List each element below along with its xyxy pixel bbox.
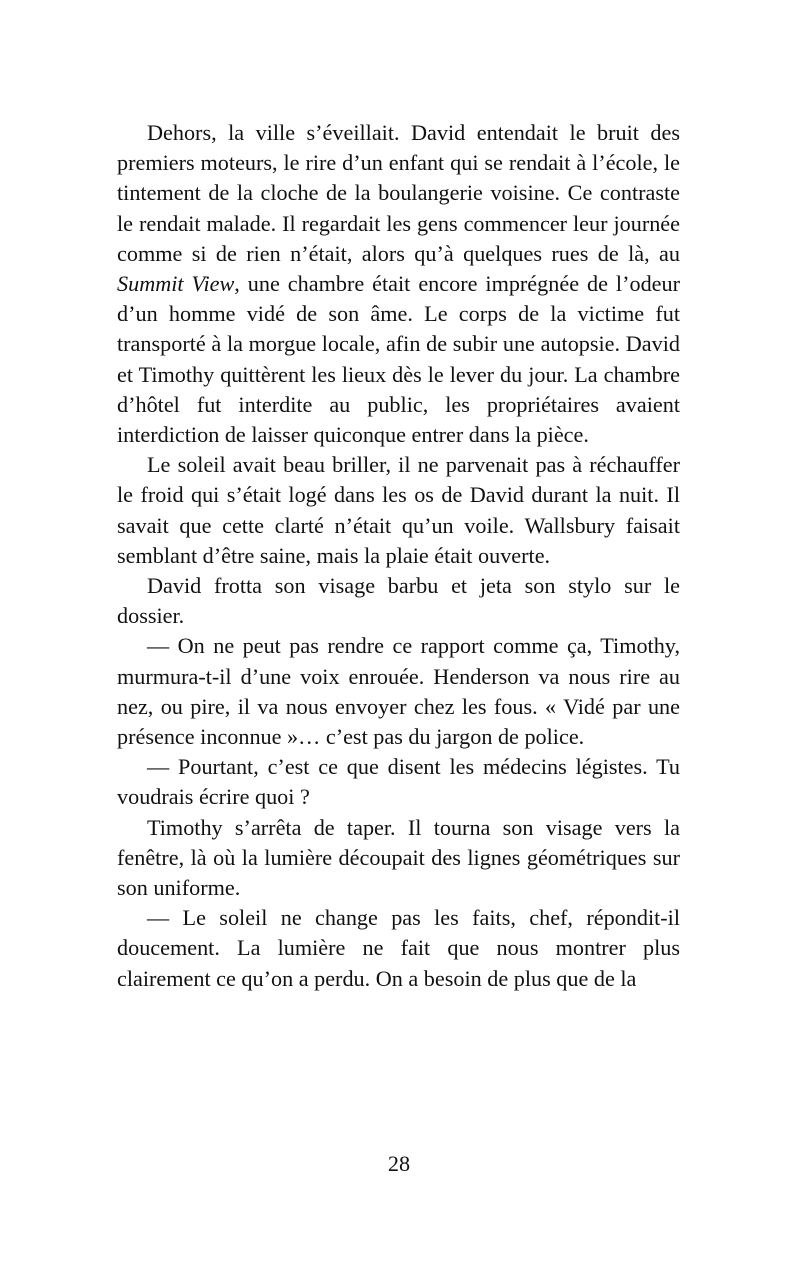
dialogue-paragraph: — On ne peut pas rendre ce rapport comme ça, Timothy, murmura-t-il d’une voix enrouée. Henderson va nous rire au nez, ou pire, il va nous envoyer chez les fous. « Vidé par une présence inconnue »… c’est pas du jargon de police.: [117, 633, 680, 750]
dialogue-paragraph: — Pourtant, c’est ce que disent les médecins légistes. Tu voudrais écrire quoi ?: [117, 754, 680, 810]
hotel-name-italic: Summit View: [117, 271, 235, 297]
paragraph-text: , une chambre était encore imprégnée de l’odeur d’un homme vidé de son âme. Le corps de la victime fut transporté à la morgue locale, afin de subir une autopsie. David et Timothy quittèrent les lieux dès le lever du jour. La chambre d’hôtel fut interdite au public, les propriétaires avaient interdiction de laisser quiconque entrer dans la pièce.: [117, 271, 681, 448]
paragraph: David frotta son visage barbu et jeta son stylo sur le dossier.: [117, 573, 680, 629]
page-number: 28: [387, 1151, 411, 1176]
paragraph: [117, 118, 680, 450]
dialogue-paragraph: — Le soleil ne change pas les faits, chef, répondit-il doucement. La lumière ne fait que nous montrer plus clairement ce qu’on a perdu. On a besoin de plus que de la: [117, 905, 680, 991]
paragraph: Timothy s’arrêta de taper. Il tourna son visage vers la fenêtre, là où la lumière découpait des lignes géométriques sur son uniforme.: [117, 814, 680, 901]
body-text: [117, 118, 680, 994]
paragraph: Le soleil avait beau briller, il ne parvenait pas à réchauffer le froid qui s’était logé dans les os de David durant la nuit. Il savait que cette clarté n’était qu’un voile. Wallsbury faisait semblant d’être saine, mais la plaie était ouverte.: [117, 452, 680, 568]
paragraph-text: Dehors, la ville s’éveillait. David entendait le bruit des premiers moteurs, le rire d’un enfant qui se rendait à l’école, le tintement de la cloche de la boulangerie voisine. Ce contraste le rendait malade. Il regardait les gens commencer leur journée comme si de rien n’était, alors qu’à quelques rues de là, au: [117, 120, 680, 266]
